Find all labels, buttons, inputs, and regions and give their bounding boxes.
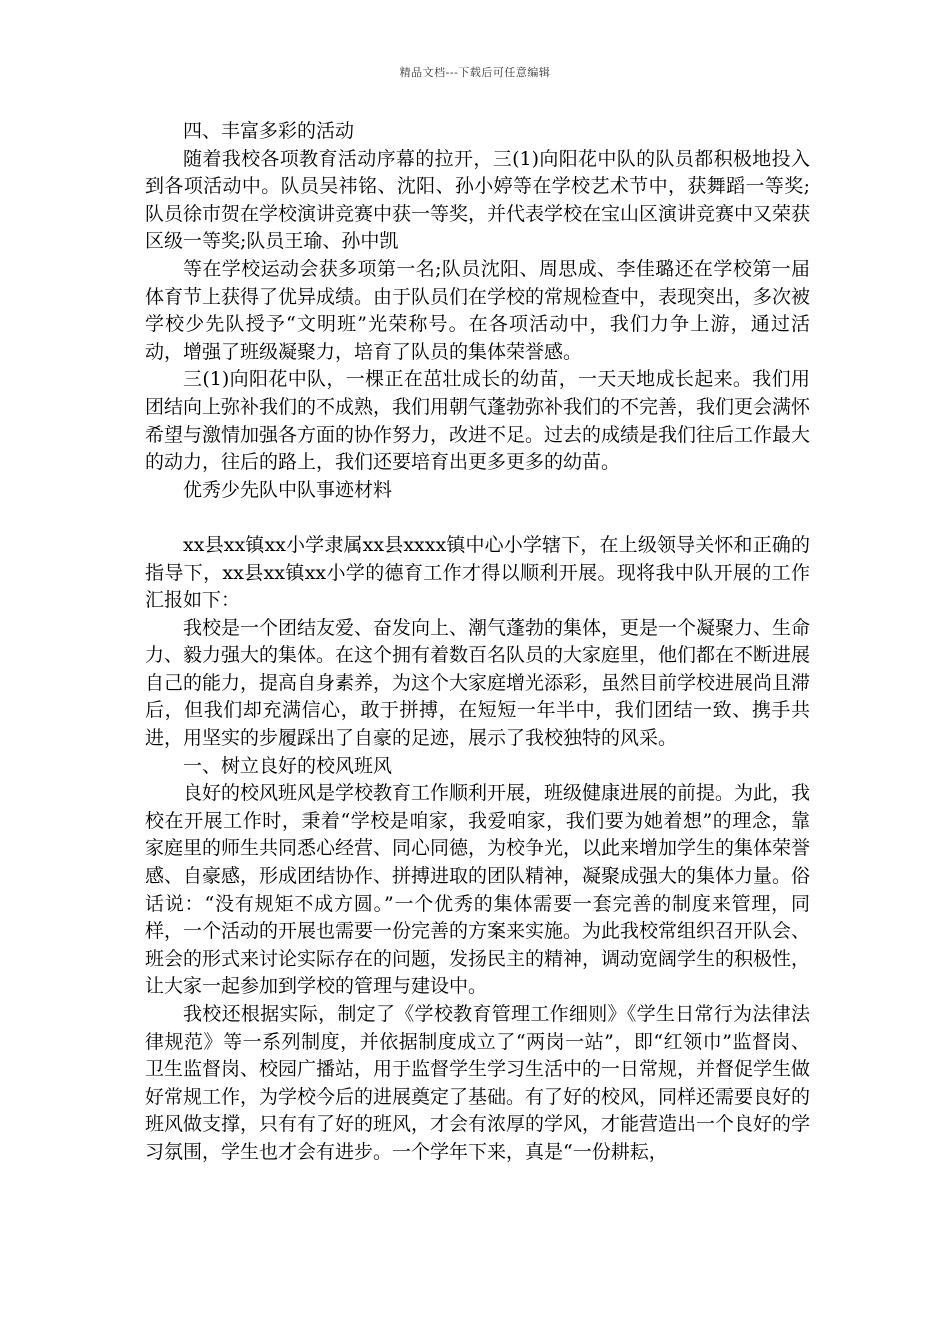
paragraph: 我校还根据实际，制定了《学校教育管理工作细则》《学生日常行为法律法律规范》等一系列制度，并依据制度成立了“两岗一站”，即“红领巾”监督岗、卫生监督岗、校园广播站，用于监督学生学习生活中的一日常规，并督促学生做好常规工作，为学校今后的进展奠定了基础。有了好的校风，同样还需要良好的班风做支撑，只有有了好的班风，才会有浓厚的学风，才能营造出一个良好的学习氛围，学生也才会有进步。一个学年下来，真是“一份耕耘， bbox=[145, 1003, 811, 1163]
section-heading-school-spirit: 一、树立良好的校风班风 bbox=[183, 754, 393, 777]
page-header-note: 精品文档---下载后可任意编辑 bbox=[399, 66, 551, 79]
paragraph: 随着我校各项教育活动序幕的拉开，三(1)向阳花中队的队员都积极地投入到各项活动中。队员吴祎铭、沈阳、孙小婷等在学校艺术节中，获舞蹈一等奖;队员徐巿贺在学校演讲竞赛中获一等奖，并代表学校在宝山区演讲竞赛中又荣获区级一等奖;队员王瑜、孙中凯 bbox=[145, 147, 811, 253]
document-title: 优秀少先队中队事迹材料 bbox=[183, 478, 393, 501]
paragraph: xx县xx镇xx小学隶属xx县xxxx镇中心小学辖下，在上级领导关怀和正确的指导下，xx县xx镇xx小学的德育工作才得以顺利开展。现将我中队开展的工作汇报如下： bbox=[145, 533, 810, 612]
section-heading-activities: 四、丰富多彩的活动 bbox=[183, 120, 355, 142]
paragraph: 我校是一个团结友爱、奋发向上、潮气蓬勃的集体，更是一个凝聚力、生命力、毅力强大的集体。在这个拥有着数百名队员的大家庭里，他们都在不断进展自己的能力，提高自身素养，为这个大家庭增光添彩，虽然目前学校进展尚且滞后，但我们却充满信心，敢于拼搏，在短短一年半中，我们团结一致、携手共进，用坚实的步履踩出了自豪的足迹，展示了我校独特的风采。 bbox=[145, 616, 811, 750]
document-body bbox=[145, 118, 810, 1167]
paragraph: 等在学校运动会获多项第一名;队员沈阳、周思成、李佳璐还在学校第一届体育节上获得了优异成绩。由于队员们在学校的常规检查中，表现突出，多次被学校少先队授予“文明班”光荣称号。在各项活动中，我们力争上游，通过活动，增强了班级凝聚力，培育了队员的集体荣誉感。 bbox=[145, 257, 811, 363]
paragraph: 良好的校风班风是学校教育工作顺利开展，班级健康进展的前提。为此，我校在开展工作时，秉着“学校是咱家，我爱咱家，我们要为她着想”的理念，靠家庭里的师生共同悉心经营、同心同德，为校争光，以此来增加学生的集体荣誉感、自豪感，形成团结协作、拼搏进取的团队精神，凝聚成强大的集体力量。俗话说：“没有规矩不成方圆。”一个优秀的集体需要一套完善的制度来管理，同样，一个活动的开展也需要一份完善的方案来实施。为此我校常组织召开队会、班会的形式来讨论实际存在的问题，发扬民主的精神，调动宽阔学生的积极性，让大家一起参加到学校的管理与建设中。 bbox=[145, 782, 811, 998]
paragraph: 三(1)向阳花中队，一棵正在茁壮成长的幼苗，一天天地成长起来。我们用团结向上弥补我们的不成熟，我们用朝气蓬勃弥补我们的不完善，我们更会满怀希望与激情加强各方面的协作努力，改进不足。过去的成绩是我们往后工作最大的动力，往后的路上，我们还要培育出更多更多的幼苗。 bbox=[145, 368, 811, 474]
